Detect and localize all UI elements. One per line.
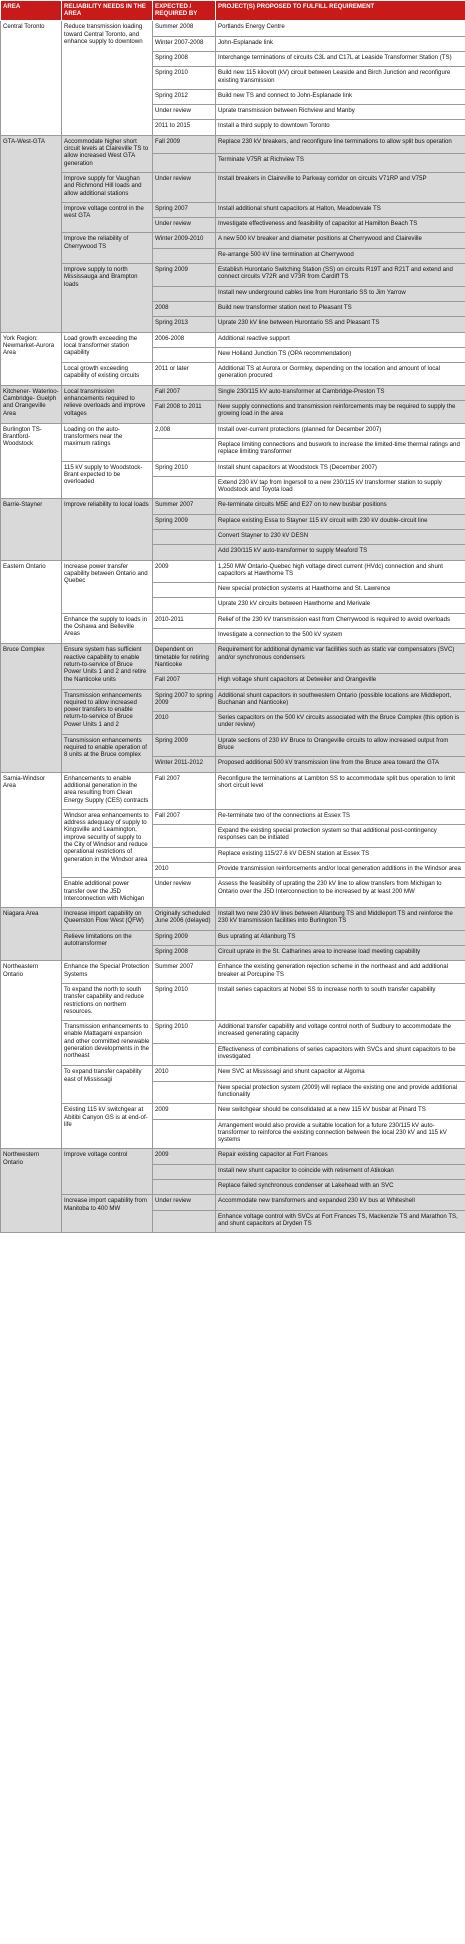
expected-by-cell: 2010 <box>153 1066 216 1081</box>
project-cell: Effectiveness of combinations of series capacitors with SVCs and shunt capacitors to be investigated <box>216 1043 465 1066</box>
expected-by-cell: 2009 <box>153 560 216 583</box>
table-row <box>1 1104 465 1119</box>
reliability-need-cell: Windsor area enhancements to address adequacy of supply to Kingsville and Leamington, improve security of supply to the City of Windsor and reduce operational restrictions of generation in the Windsor area <box>62 809 153 877</box>
expected-by-cell <box>153 1043 216 1066</box>
expected-by-cell: 2008 <box>153 301 216 316</box>
expected-by-cell <box>153 1210 216 1233</box>
table-row <box>1 135 465 154</box>
expected-by-cell: Spring 2009 <box>153 734 216 757</box>
reliability-need-cell: Local growth exceeding capability of existing circuits <box>62 363 153 386</box>
expected-by-cell: Winter 2009-2010 <box>153 233 216 248</box>
project-cell: Investigate effectiveness and feasibility of capacitor at Hamilton Beach TS <box>216 218 465 233</box>
project-cell: Install series capacitors at Nobel SS to increase north to south transfer capability <box>216 983 465 1020</box>
table-row <box>1 423 465 438</box>
expected-by-cell: Fall 2007 <box>153 385 216 400</box>
project-cell: New switchgear should be consolidated at a new 115 kV busbar at Pinard TS <box>216 1104 465 1119</box>
project-cell: Establish Hurontario Switching Station (SS) on circuits R19T and R21T and extend and connect circuits V72R and V73R from Cardiff TS <box>216 264 465 287</box>
area-cell: Sarnia-Windsor Area <box>1 772 62 908</box>
expected-by-cell: 2,008 <box>153 423 216 438</box>
project-cell: Assess the feasibility of uprating the 230 kV line to allow transfers from Michigan to Ontario over the J5D Interconnection to be increased by at least 200 MW <box>216 878 465 908</box>
project-cell: 1,250 MW Ontario-Quebec high voltage direct current (HVdc) connection and shunt capacitors at Hawthorne TS <box>216 560 465 583</box>
project-cell: Uprate sections of 230 kV Bruce to Orangeville circuits to allow increased output from Bruce <box>216 734 465 757</box>
project-cell: Uprate transmission between Richview and Manby <box>216 105 465 120</box>
table-row <box>1 772 465 809</box>
header-projects: PROJECT(S) PROPOSED TO FULFILL REQUIREMENT <box>216 1 465 21</box>
project-cell: A new 500 kV breaker and diameter positions at Cherrywood and Claireville <box>216 233 465 248</box>
expected-by-cell: Spring 2008 <box>153 946 216 961</box>
table-row <box>1 809 465 824</box>
table-row <box>1 202 465 217</box>
area-cell: Barrie-Stayner <box>1 499 62 560</box>
table-row <box>1 461 465 476</box>
area-cell: Bruce Complex <box>1 644 62 772</box>
project-cell: Single 230/115 kV auto-transformer at Cambridge-Preston TS <box>216 385 465 400</box>
project-cell: Install over-current protections (planned for December 2007) <box>216 423 465 438</box>
expected-by-cell: Spring 2007 <box>153 202 216 217</box>
table-row <box>1 264 465 287</box>
expected-by-cell <box>153 248 216 263</box>
expected-by-cell <box>153 598 216 613</box>
expected-by-cell <box>153 438 216 461</box>
reliability-need-cell: Improve the reliability of Cherrywood TS <box>62 233 153 264</box>
table-row <box>1 689 465 712</box>
reliability-need-cell: Enable additional power transfer over the J5D Interconnection with Michigan <box>62 878 153 908</box>
project-cell: Accommodate new transformers and expanded 230 kV bus at Whiteshell <box>216 1195 465 1210</box>
area-cell: Burlington TS-Brantford-Woodstock <box>1 423 62 499</box>
project-cell: Build new TS and connect to John-Esplanade link <box>216 89 465 104</box>
project-cell: Portlands Energy Centre <box>216 21 465 36</box>
reliability-need-cell: Transmission enhancements required to allow increased power transfers to enable return-to-service of Bruce Power Units 1 and 2 <box>62 689 153 734</box>
table-row <box>1 560 465 583</box>
header-area: AREA <box>1 1 62 21</box>
project-cell: Additional reactive support <box>216 332 465 347</box>
table-row <box>1 1195 465 1210</box>
reliability-need-cell: Accommodate higher short circuit levels at Claireville TS to allow increased West GTA generation <box>62 135 153 172</box>
project-cell: New supply connections and transmission reinforcements may be required to supply the growing load in the area <box>216 401 465 424</box>
reliability-need-cell: Enhancements to enable additional generation in the area resulting from Clean Energy Supply (CES) contracts <box>62 772 153 809</box>
expected-by-cell: Under review <box>153 1195 216 1210</box>
expected-by-cell: Fall 2007 <box>153 674 216 689</box>
reliability-need-cell: Improve reliability to local loads <box>62 499 153 560</box>
table-row <box>1 613 465 628</box>
project-cell: Additional TS at Aurora or Gormley, depending on the location and amount of local generation procured <box>216 363 465 386</box>
project-cell: Replace existing 115/27.6 kV DESN station at Essex TS <box>216 847 465 862</box>
project-cell: Arrangement would also provide a suitable location for a future 230/115 kV auto-transformer to reinforce the existing connection between the local 230 kV and 115 kV systems <box>216 1119 465 1149</box>
expected-by-cell <box>153 1119 216 1149</box>
expected-by-cell: Spring 2010 <box>153 983 216 1020</box>
expected-by-cell <box>153 825 216 848</box>
project-cell: Repair existing capacitor at Fort Frances <box>216 1149 465 1164</box>
project-cell: Install additional shunt capacitors at Halton, Meadowvale TS <box>216 202 465 217</box>
project-cell: Re-arrange 500 kV line termination at Cherrywood <box>216 248 465 263</box>
expected-by-cell: Spring 2009 <box>153 514 216 529</box>
project-cell: Install new shunt capacitor to coincide with retirement of Atikokan <box>216 1164 465 1179</box>
project-cell: Additional shunt capacitors in southwestern Ontario (possible locations are Middleport, Buchanan and Nanticoke) <box>216 689 465 712</box>
table-row <box>1 983 465 1020</box>
table-row <box>1 734 465 757</box>
project-cell: Convert Stayner to 230 kV DESN <box>216 529 465 544</box>
reliability-need-cell: Transmission enhancements to enable Mattagami expansion and other committed renewable generation developments in the northeast <box>62 1021 153 1066</box>
table-row <box>1 908 465 931</box>
expected-by-cell: Fall 2007 <box>153 772 216 809</box>
reliability-need-cell: Relieve limitations on the autotransformer <box>62 930 153 961</box>
project-cell: Install shunt capacitors at Woodstock TS (December 2007) <box>216 461 465 476</box>
expected-by-cell: Under review <box>153 172 216 202</box>
reliability-need-cell: Load growth exceeding the local transformer station capability <box>62 332 153 363</box>
project-cell: Replace 230 kV breakers, and reconfigure line terminations to allow split bus operation <box>216 135 465 154</box>
reliability-need-cell: Loading on the auto-transformers near the maximum ratings <box>62 423 153 461</box>
expected-by-cell: 2006-2008 <box>153 332 216 347</box>
table-row <box>1 1066 465 1081</box>
expected-by-cell: 2009 <box>153 1104 216 1119</box>
expected-by-cell <box>153 1180 216 1195</box>
reliability-need-cell: Reduce transmission loading toward Central Toronto, and enhance supply to downtown <box>62 21 153 135</box>
expected-by-cell: Under review <box>153 878 216 908</box>
project-cell: Re-terminate two of the connections at Essex TS <box>216 809 465 824</box>
reliability-need-cell: 115 kV supply to Woodstock-Brant expected to be overloaded <box>62 461 153 499</box>
reliability-need-cell: Improve voltage control <box>62 1149 153 1195</box>
expected-by-cell: 2010 <box>153 863 216 878</box>
project-cell: Replace limiting connections and buswork to increase the limited-time thermal ratings and replace limiting transformer <box>216 438 465 461</box>
table-header-row <box>1 1 465 21</box>
expected-by-cell: Under review <box>153 105 216 120</box>
area-cell: Eastern Ontario <box>1 560 62 644</box>
expected-by-cell: Spring 2013 <box>153 317 216 332</box>
project-cell: Install two new 230 kV lines between Allanburg TS and Middleport TS and reinforce the 230 kV transmission facilities into Burlington TS <box>216 908 465 931</box>
table-row <box>1 363 465 386</box>
table-row <box>1 332 465 347</box>
project-cell: High voltage shunt capacitors at Detweiler and Orangeville <box>216 674 465 689</box>
project-cell: Install breakers in Claireville to Parkway corridor on circuits V71RP and V75P <box>216 172 465 202</box>
expected-by-cell: Spring 2010 <box>153 67 216 90</box>
project-cell: Uprate 230 kV circuits between Hawthorne and Merivale <box>216 598 465 613</box>
expected-by-cell <box>153 583 216 598</box>
expected-by-cell: Summer 2008 <box>153 21 216 36</box>
expected-by-cell: 2009 <box>153 1149 216 1164</box>
project-cell: Provide transmission reinforcements and/or local generation additions in the Windsor area <box>216 863 465 878</box>
area-cell: Niagara Area <box>1 908 62 961</box>
expected-by-cell: Summer 2007 <box>153 961 216 984</box>
project-cell: Replace existing Essa to Stayner 115 kV circuit with 230 kV double-circuit line <box>216 514 465 529</box>
project-cell: Install a third supply to downtown Toronto <box>216 120 465 135</box>
project-cell: Add 230/115 kV auto-transformer to supply Meaford TS <box>216 545 465 560</box>
project-cell: Replace failed synchronous condenser at Lakehead with an SVC <box>216 1180 465 1195</box>
table-row <box>1 644 465 674</box>
project-cell: New Holland Junction TS (OPA recommendation) <box>216 347 465 362</box>
reliability-need-cell: Improve supply for Vaughan and Richmond Hill loads and allow additional stations <box>62 172 153 202</box>
project-cell: New special protection system (2009) will replace the existing one and provide additional functionality <box>216 1081 465 1104</box>
reliability-need-cell: Ensure system has sufficient reactive capability to enable return-to-service of Bruce Power Units 1 and 2 and retire the Nanticoke units <box>62 644 153 689</box>
expected-by-cell: Spring 2010 <box>153 461 216 476</box>
table-row <box>1 1149 465 1164</box>
area-cell: Northeastern Ontario <box>1 961 62 1149</box>
project-cell: Investigate a connection to the 500 kV system <box>216 629 465 644</box>
expected-by-cell: Under review <box>153 218 216 233</box>
project-cell: Install new underground cables line from Hurontario SS to Jim Yarrow <box>216 286 465 301</box>
expected-by-cell <box>153 1081 216 1104</box>
reliability-need-cell: Improve voltage control in the west GTA <box>62 202 153 233</box>
expected-by-cell <box>153 347 216 362</box>
expected-by-cell: Fall 2007 <box>153 809 216 824</box>
expected-by-cell: Winter 2007-2008 <box>153 36 216 51</box>
project-cell: Extend 230 kV tap from Ingersoll to a new 230/115 kV transformer station to supply Woodstock and Toyota load <box>216 476 465 499</box>
expected-by-cell: 2011 to 2015 <box>153 120 216 135</box>
reliability-need-cell: Transmission enhancements required to enable operation of 8 units at the Bruce complex <box>62 734 153 772</box>
project-cell: Build new 115 kilovolt (kV) circuit between Leaside and Birch Junction and reconfigure existing transmission <box>216 67 465 90</box>
area-cell: Central Toronto <box>1 21 62 135</box>
project-cell: Enhance voltage control with SVCs at Fort Frances TS, Mackenzie TS and Marathon TS, and shunt capacitors at Dryden TS <box>216 1210 465 1233</box>
expected-by-cell: Dependent on timetable for retiring Nanticoke <box>153 644 216 674</box>
table-row <box>1 930 465 945</box>
table-row <box>1 233 465 248</box>
project-cell: New special protection systems at Hawthorne and St. Lawrence <box>216 583 465 598</box>
expected-by-cell <box>153 286 216 301</box>
expected-by-cell: Summer 2007 <box>153 499 216 514</box>
project-cell: John-Esplanade link <box>216 36 465 51</box>
header-expected-by: EXPECTED / REQUIRED BY <box>153 1 216 21</box>
area-cell: Northwestern Ontario <box>1 1149 62 1233</box>
table-row <box>1 385 465 400</box>
project-cell: Expand the existing special protection system so that additional post-contingency responses can be initiated <box>216 825 465 848</box>
header-reliability-needs: RELIABILITY NEEDS IN THE AREA <box>62 1 153 21</box>
project-cell: Additional transfer capability and voltage control north of Sudbury to accommodate the increased generating capacity <box>216 1021 465 1044</box>
table-row <box>1 878 465 908</box>
project-cell: Relief of the 230 kV transmission east from Cherrywood is required to avoid overloads <box>216 613 465 628</box>
project-cell: Series capacitors on the 500 kV circuits associated with the Bruce Complex (this option is under review) <box>216 712 465 735</box>
expected-by-cell: Fall 2008 to 2011 <box>153 401 216 424</box>
expected-by-cell: Spring 2010 <box>153 1021 216 1044</box>
reliability-need-cell: Improve supply to north Mississauga and Brampton loads <box>62 264 153 332</box>
expected-by-cell <box>153 545 216 560</box>
expected-by-cell <box>153 154 216 173</box>
table-row <box>1 961 465 984</box>
reliability-need-cell: To expand the north to south transfer capability and reduce restrictions on northern resources. <box>62 983 153 1020</box>
table-row <box>1 21 465 36</box>
reliability-need-cell: Increase import capability from Manitoba to 400 MW <box>62 1195 153 1233</box>
project-cell: Reconfigure the terminations at Lambton SS to accommodate split bus operation to limit short circuit level <box>216 772 465 809</box>
expected-by-cell: Originally scheduled June 2006 (delayed) <box>153 908 216 931</box>
expected-by-cell <box>153 1164 216 1179</box>
expected-by-cell: Spring 2012 <box>153 89 216 104</box>
expected-by-cell: Spring 2007 to spring 2009 <box>153 689 216 712</box>
reliability-need-cell: Increase power transfer capability between Ontario and Quebec <box>62 560 153 613</box>
expected-by-cell: Fall 2009 <box>153 135 216 154</box>
expected-by-cell <box>153 629 216 644</box>
reliability-need-cell: Increase import capability on Queenston Flow West (QFW) <box>62 908 153 931</box>
area-cell: Kitchener- Waterloo- Cambridge- Guelph and Orangeville Area <box>1 385 62 423</box>
area-cell: GTA-West-GTA <box>1 135 62 332</box>
expected-by-cell <box>153 476 216 499</box>
project-cell: Re-terminate circuits M5E and E27 on to new busbar positions <box>216 499 465 514</box>
expected-by-cell: 2010-2011 <box>153 613 216 628</box>
project-cell: Proposed additional 500 kV transmission line from the Bruce area toward the GTA <box>216 757 465 772</box>
project-cell: New SVC at Mississagi and shunt capacitor at Algoma <box>216 1066 465 1081</box>
expected-by-cell: Spring 2009 <box>153 930 216 945</box>
reliability-need-cell: Enhance the Special Protection Systems <box>62 961 153 984</box>
expected-by-cell: 2011 or later <box>153 363 216 386</box>
expected-by-cell: 2010 <box>153 712 216 735</box>
project-cell: Enhance the existing generation rejection scheme in the northeast and add additional breaker at Porcupine TS <box>216 961 465 984</box>
expected-by-cell <box>153 847 216 862</box>
expected-by-cell <box>153 529 216 544</box>
area-cell: York Region: Newmarket-Aurora Area <box>1 332 62 385</box>
table-row <box>1 172 465 202</box>
expected-by-cell: Winter 2011-2012 <box>153 757 216 772</box>
project-cell: Uprate 230 kV line between Hurontario SS and Pleasant TS <box>216 317 465 332</box>
project-cell: Terminate V75R at Richview TS <box>216 154 465 173</box>
project-cell: Bus uprating at Allanburg TS <box>216 930 465 945</box>
table-body <box>1 21 465 1233</box>
project-cell: Circuit uprate in the St. Catharines area to increase load meeting capability <box>216 946 465 961</box>
project-cell: Build new transformer station next to Pleasant TS <box>216 301 465 316</box>
table-row <box>1 499 465 514</box>
reliability-need-cell: Local transmission enhancements required to relieve overloads and improve voltages <box>62 385 153 423</box>
reliability-need-cell: Existing 115 kV switchgear at Abitibi Canyon GS is at end-of-life <box>62 1104 153 1149</box>
table-row <box>1 1021 465 1044</box>
reliability-need-cell: To expand transfer capability east of Mississagi <box>62 1066 153 1104</box>
expected-by-cell: Spring 2008 <box>153 52 216 67</box>
reliability-need-cell: Enhance the supply to loads in the Oshawa and Belleville Areas <box>62 613 153 644</box>
project-cell: Interchange terminations of circuits C3L and C17L at Leaside Transformer Station (TS) <box>216 52 465 67</box>
project-cell: Requirement for additional dynamic var facilities such as static var compensators (SVC) and/or synchronous condensers <box>216 644 465 674</box>
expected-by-cell: Spring 2009 <box>153 264 216 287</box>
